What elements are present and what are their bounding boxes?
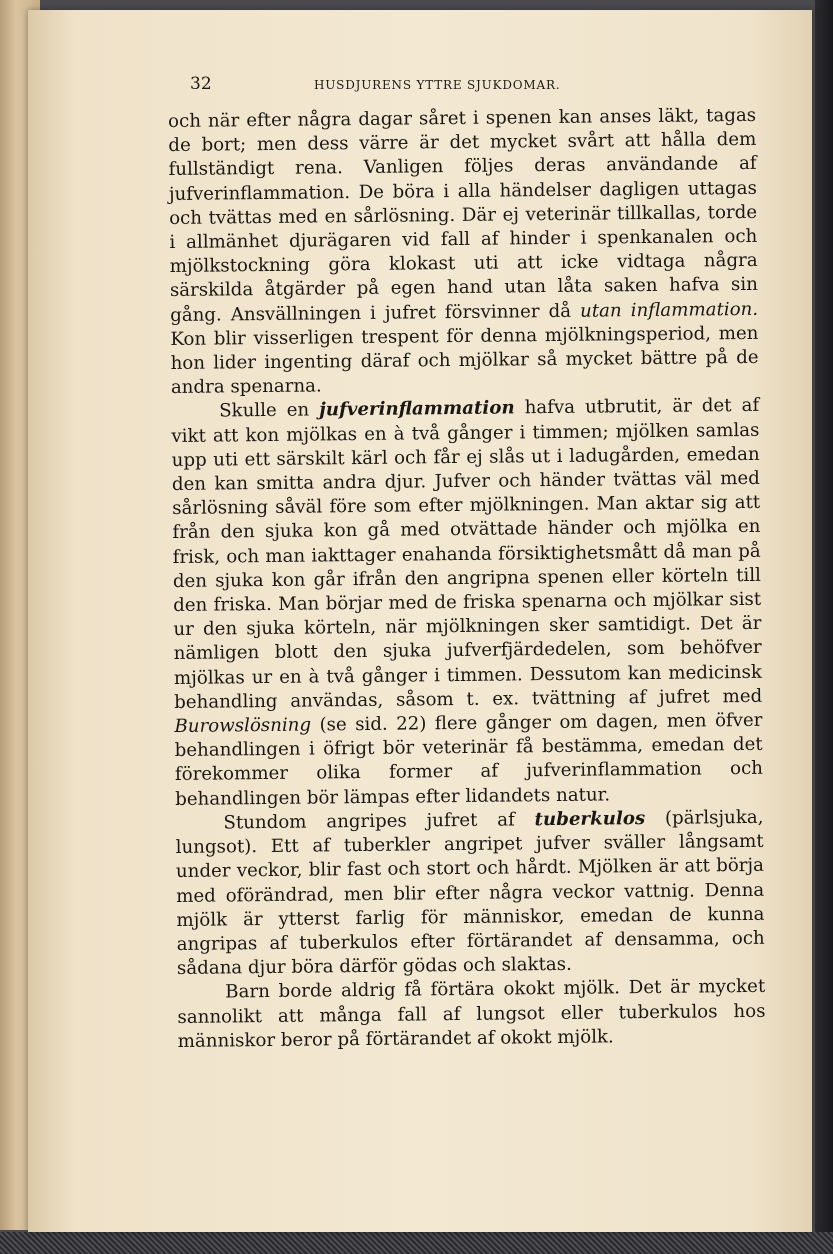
page-number: 32 bbox=[190, 74, 212, 94]
paragraph-2-text-end: (se sid. 22) flere gånger om dagen, men öfver behandlingen i öfrigt bör veterinär få bestämma, emedan det förekommer olika former af jufverinflammation och behandlingen bör lämpas efter lidandets natur. bbox=[174, 709, 764, 810]
paragraph-2-keyword: jufverinflammation bbox=[319, 397, 515, 421]
paragraph-2-text: Skulle en bbox=[219, 399, 320, 422]
paragraph-3-text-end: (pärlsjuka, lungsot). Ett af tuberkler angripet jufver sväller långsamt under veckor, blir fast och stort och hårdt. Mjölken är att börja med oförändrad, men blir efter några veckor vattnig. Denna mjölk är ytterst farlig för människor, emedan de kunna angripas af tuberkulos efter förtärandet af densamma, och sådana djur böra därför gödas och slaktas. bbox=[175, 806, 765, 980]
paragraph-1-emphasis: utan inflammation. bbox=[579, 298, 759, 322]
background-strip bbox=[815, 0, 833, 1254]
paragraph-4-text: Barn borde aldrig få förtära okokt mjölk. Det är mycket sannolikt att många fall af lungsot eller tuberkulos hos människor beror på förtärandet af okokt mjölk. bbox=[177, 976, 766, 1052]
paragraph-3 bbox=[175, 806, 765, 982]
paragraph-3-keyword: tuberkulos bbox=[534, 807, 646, 831]
paragraph-2 bbox=[171, 394, 763, 812]
running-title: HUSDJURENS YTTRE SJUKDOMAR. bbox=[314, 78, 561, 92]
paragraph-1-text: och när efter några dagar såret i spenen kan anses läkt, tagas de bort; men dess värre är det mycket svårt att hålla dem fullständigt rena. Vanligen följes deras användande af jufverinflammation. De böra i alla händelser dagligen uttagas och tvättas med en sårlösning. Där ej veterinär tillkallas, torde i allmänhet djurägaren vid fall af hinder i spenkanalen och mjölkstockning göra klokast uti att icke vidtaga några särskilda åtgärder på egen hand utan låta saken hafva sin gång. Ansvällningen i jufret försvinner då bbox=[168, 104, 758, 326]
paragraph-1-text-end: Kon blir visserligen trespent för denna mjölkningsperiod, men hon lider ingenting däraf och mjölkar så mycket bättre på de andra spenarna. bbox=[170, 322, 759, 399]
paragraph-4 bbox=[177, 975, 766, 1054]
background-cloth bbox=[0, 1232, 833, 1254]
page-body bbox=[168, 104, 766, 1054]
page-header bbox=[190, 74, 750, 98]
paragraph-1 bbox=[168, 104, 759, 401]
paragraph-3-text: Stundom angripes jufret af bbox=[223, 809, 535, 834]
paragraph-2-emphasis: Burowslösning bbox=[174, 714, 312, 738]
paragraph-2-text-middle: hafva utbrutit, är det af vikt att kon mjölkas en à två gånger i timmen; mjölken samlas upp uti ett särskilt kärl och får ej slås ut i ladugården, emedan den kan smitta andra djur. Jufver och händer tvättas väl med sårlösning såväl före som efter mjölkningen. Man aktar sig att från den sjuka kon gå med otvättade händer och mjölka en frisk, och man iakttager enahanda försiktighetsmått då man på den sjuka kon går ifrån den angripna spenen eller körteln till den friska. Man börjar med de friska spenarna och mjölkar sist ur den sjuka körteln, när mjölkningen sker samtidigt. Det är nämligen blott den sjuka jufverfjärdedelen, som behöfver mjölkas ur en à två gånger i timmen. Dessutom kan medicinsk behandling användas, såsom t. ex. tvättning af jufret med bbox=[171, 395, 763, 713]
